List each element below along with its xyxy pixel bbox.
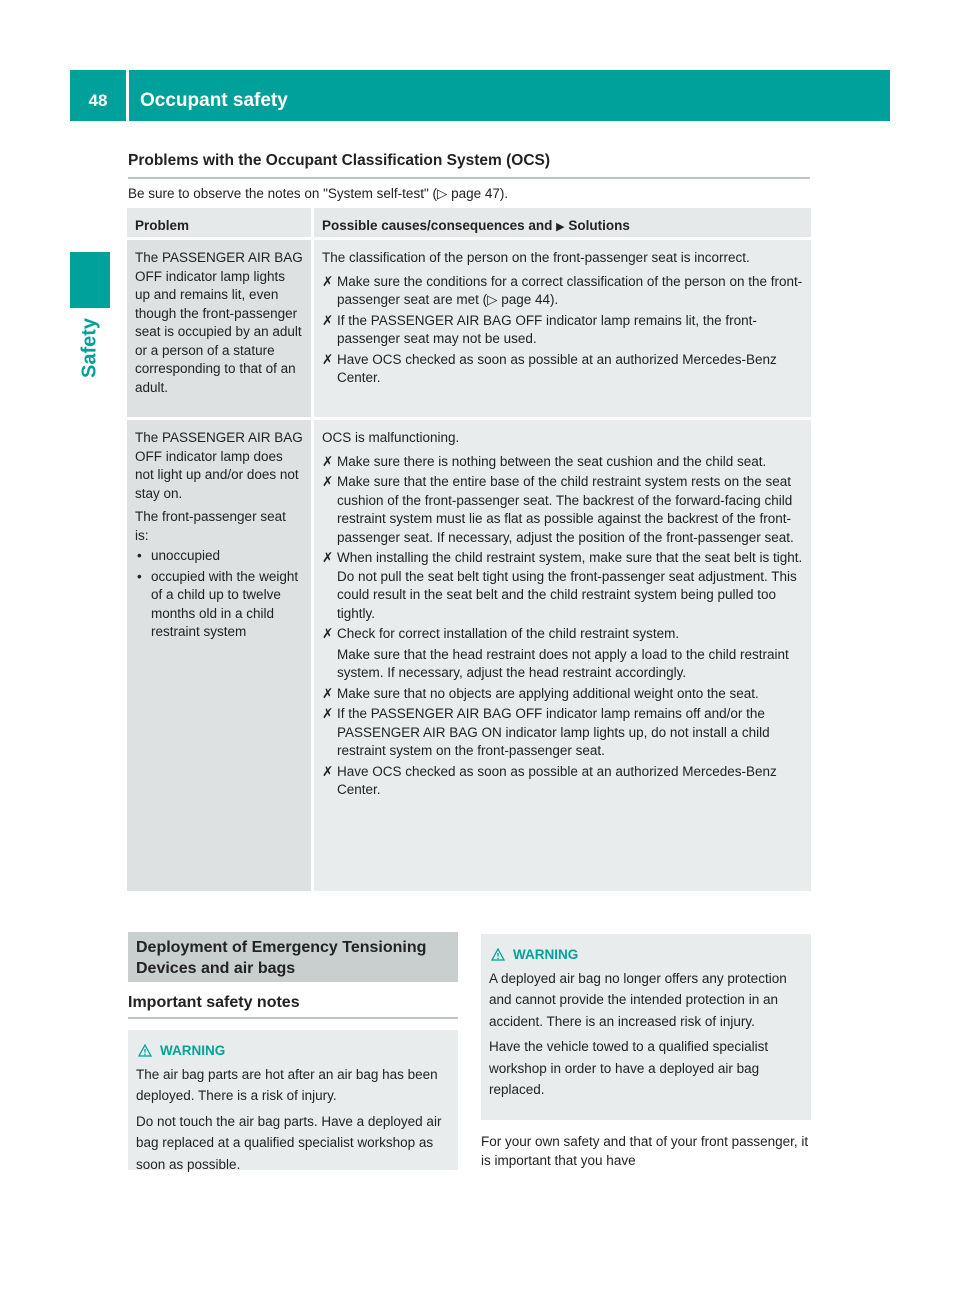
step-marker-icon: ✗ bbox=[322, 706, 334, 721]
problem-text: The PASSENGER AIR BAG OFF indicator lamp does not light up and/or does not stay on. bbox=[135, 430, 303, 501]
table-header-solutions bbox=[314, 208, 811, 237]
side-tab-block bbox=[70, 252, 110, 308]
solution-step: ✗ Have OCS checked as soon as possible at an authorized Mercedes-Benz Center. bbox=[322, 763, 803, 800]
header-causes-label: Possible causes/consequences and bbox=[322, 218, 553, 233]
step-marker-icon: ✗ bbox=[322, 550, 334, 565]
intro-text: Be sure to observe the notes on "System self-test" (▷ page 47). bbox=[128, 186, 509, 201]
step-marker-icon: ✗ bbox=[322, 312, 334, 328]
section-heading: Problems with the Occupant Classification System (OCS) bbox=[128, 152, 551, 169]
page-number: 48 bbox=[88, 91, 108, 110]
warning-title: WARNING bbox=[136, 1040, 450, 1062]
step-marker-icon: ✗ bbox=[322, 763, 334, 779]
solution-step: ✗ Make sure that no objects are applying additional weight onto the seat. bbox=[322, 685, 803, 704]
solution-step: ✗ Have OCS checked as soon as possible at an authorized Mercedes-Benz Center. bbox=[322, 351, 803, 388]
warning-text: Have the vehicle towed to a qualified specialist workshop in order to have a deployed air bag replaced. bbox=[489, 1039, 769, 1097]
list-item: • occupied with the weight of a child up to twelve months old in a child restraint system bbox=[135, 568, 303, 642]
solution-step: ✗ Check for correct installation of the child restraint system. bbox=[322, 625, 803, 644]
bullet-icon: • bbox=[137, 568, 142, 584]
section-rule bbox=[128, 177, 810, 179]
warning-box-right bbox=[481, 934, 811, 1120]
solution-step: ✗ Make sure the conditions for a correct classification of the person on the front-passenger seat are met (▷ page 44). bbox=[322, 273, 803, 310]
deployment-heading-box: Deployment of Emergency Tensioning Devices and air bags bbox=[128, 932, 458, 982]
warning-text: A deployed air bag no longer offers any protection and cannot provide the intended protection in an accident. There is an increased risk of injury. bbox=[489, 970, 787, 1029]
warning-box-left bbox=[128, 1030, 458, 1170]
step-marker-icon: ✗ bbox=[322, 453, 334, 469]
list-item: • unoccupied bbox=[135, 547, 303, 566]
page-title: Occupant safety bbox=[140, 90, 288, 111]
warning-text: Do not touch the air bag parts. Have a deployed air bag replaced at a qualified specialist workshop as soon as possible. bbox=[136, 1113, 442, 1172]
table-header-row bbox=[127, 208, 811, 240]
safety-notes-heading: Important safety notes bbox=[128, 994, 300, 1011]
step-marker-icon: ✗ bbox=[322, 273, 334, 289]
header-solutions-label: Solutions bbox=[568, 218, 630, 233]
warning-triangle-icon bbox=[138, 1044, 152, 1057]
bullet-icon: • bbox=[137, 548, 142, 563]
safety-notes-rule bbox=[128, 1017, 458, 1019]
cause-text: OCS is malfunctioning. bbox=[322, 430, 460, 445]
step-marker-icon: ✗ bbox=[322, 474, 334, 489]
header-divider bbox=[126, 70, 129, 121]
solution-step: ✗ When installing the child restraint system, make sure that the seat belt is tight. Do not pull the seat belt tight using the front-passenger seat adjustment. This could result in the seat belt and the child restraint system being pulled too tightly. bbox=[322, 549, 803, 623]
step-marker-icon: ✗ bbox=[322, 685, 334, 701]
warning-triangle-icon bbox=[491, 948, 505, 961]
problem-cell: The PASSENGER AIR BAG OFF indicator lamp lights up and remains lit, even though the front-passenger seat is occupied by an adult or a person of a stature corresponding to that of an adult. bbox=[127, 240, 314, 417]
solution-step: ✗ If the PASSENGER AIR BAG OFF indicator lamp remains off and/or the PASSENGER AIR BAG ON indicator lamp lights up, do not install a child restraint system on the front-passenger seat. bbox=[322, 705, 803, 761]
solution-step: ✗ Make sure there is nothing between the seat cushion and the child seat. bbox=[322, 453, 803, 472]
warning-title: WARNING bbox=[489, 944, 803, 966]
table-header-problem: Problem bbox=[127, 208, 314, 237]
solution-cell bbox=[314, 420, 811, 891]
solution-step: ✗ Make sure that the entire base of the child restraint system rests on the seat cushion of the front-passenger seat. The backrest of the forward-facing child restraint system must lie as flat as possible against the backrest of the front-passenger seat. If necessary, adjust the position of the front-passenger seat. bbox=[322, 473, 803, 547]
table-row bbox=[127, 240, 811, 420]
ocs-problems-table bbox=[127, 208, 811, 894]
problem-cell bbox=[127, 420, 314, 891]
solution-arrow-icon: ▶ bbox=[556, 221, 565, 233]
step-marker-icon: ✗ bbox=[322, 351, 334, 367]
problem-extra-text: The front-passenger seat is: bbox=[135, 509, 286, 543]
step-note: Make sure that the head restraint does not apply a load to the child restraint system. If necessary, adjust the head restraint accordingly. bbox=[337, 646, 789, 680]
side-tab-text: Safety bbox=[78, 317, 101, 379]
solution-cell bbox=[314, 240, 811, 417]
table-row bbox=[127, 420, 811, 894]
body-paragraph: For your own safety and that of your front passenger, it is important that you have bbox=[481, 1134, 809, 1168]
cause-text: The classification of the person on the front-passenger seat is incorrect. bbox=[322, 250, 750, 265]
solution-step: ✗ If the PASSENGER AIR BAG OFF indicator lamp remains lit, the front-passenger seat may not be used. bbox=[322, 312, 803, 349]
step-marker-icon: ✗ bbox=[322, 626, 334, 641]
warning-text: The air bag parts are hot after an air bag has been deployed. There is a risk of injury. bbox=[136, 1066, 438, 1103]
side-tab-label bbox=[70, 318, 110, 378]
